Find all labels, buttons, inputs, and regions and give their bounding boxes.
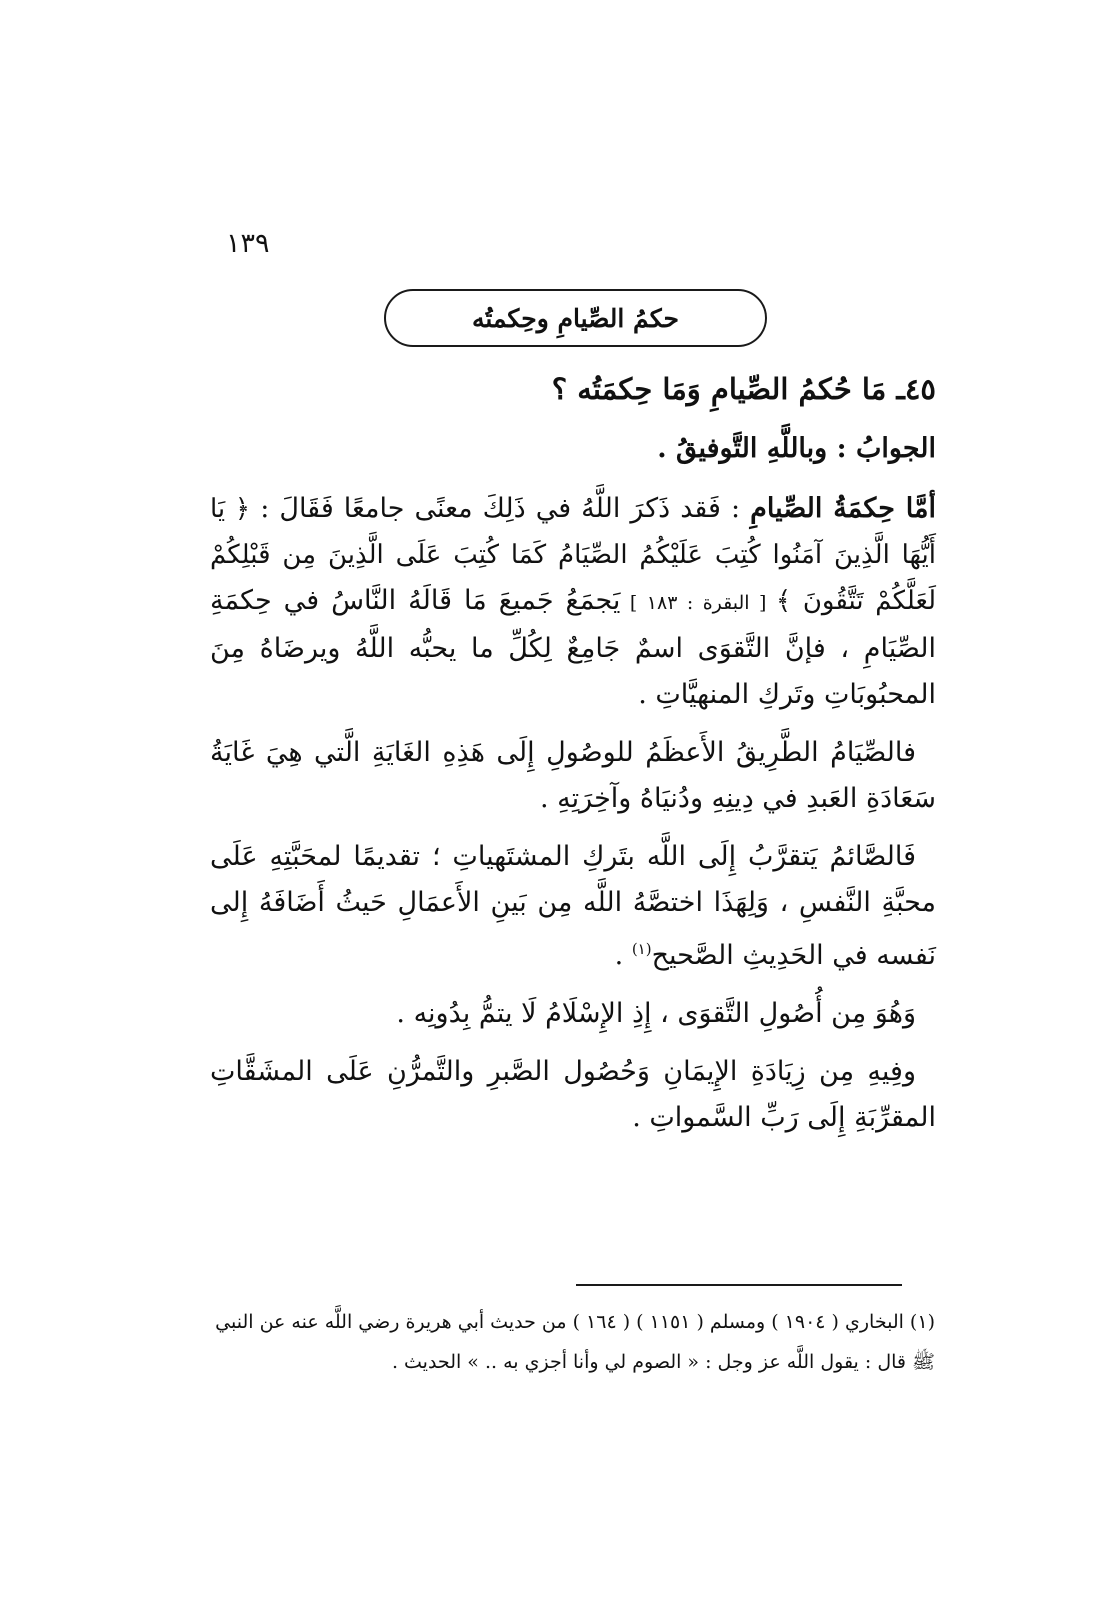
chapter-title: حكمُ الصِّيامِ وحِكمتُه xyxy=(472,303,679,333)
page-number: ١٣٩ xyxy=(226,228,270,259)
question-heading: ٤٥ـ مَا حُكمُ الصِّيامِ وَمَا حِكمَتُه ؟ xyxy=(551,372,936,406)
paragraph-text: : فَقد ذَكرَ اللَّهُ في ذَلِكَ معنًى جامعًا فَقَالَ : xyxy=(250,493,751,524)
paragraph-end: . xyxy=(614,940,632,971)
chapter-heading-frame xyxy=(384,289,767,347)
paragraph-wisdom xyxy=(210,486,936,718)
footnote-line: ﷺ قال : يقول اللَّه عز وجل : « الصوم لي وأنا أجزي به .. » الحديث . xyxy=(391,1351,935,1373)
paragraph-taqwa: وَهُوَ مِن أُصُولِ التَّقوَى ، إِذِ الإِسْلَامُ لَا يتمُّ بِدُونِه . xyxy=(396,998,916,1029)
main-text xyxy=(210,360,936,1153)
paragraph-text: يَجمَعُ جَميعَ مَا قَالَهُ النَّاسُ في حِكمَةِ الصِّيَامِ ، فإنَّ التَّقوَى اسمٌ جَامِعٌ لِكُلِّ ما يحبُّه اللَّهُ ويرضَاهُ مِنَ المحبُوبَاتِ وتَركِ المنهيَّاتِ . xyxy=(210,585,936,710)
footnotes xyxy=(200,1302,935,1382)
quran-verse: ﴿ يَا أَيُّهَا الَّذِينَ آمَنُوا كُتِبَ عَلَيْكُمُ الصِّيَامُ كَمَا كُتِبَ عَلَى الَّذِينَ مِن قَبْلِكُمْ لَعَلَّكُمْ تَتَّقُونَ ﴾ xyxy=(210,494,937,616)
paragraph-fasting-person xyxy=(210,834,936,979)
paragraph-path: فالصِّيَامُ الطَّرِيقُ الأَعظَمُ للوصُولِ إِلَى هَذِهِ الغَايَةِ الَّتي هِيَ غَايَةُ سَعَادَةِ العَبدِ في دِينِهِ ودُنيَاهُ وآخِرَتِهِ . xyxy=(210,737,936,814)
answer-intro: الجوابُ : وباللَّهِ التَّوفيقُ . xyxy=(657,433,936,464)
verse-reference: [ البقرة : ١٨٣ ] xyxy=(620,592,776,614)
footnote-line: (١) البخاري ( ١٩٠٤ ) ومسلم ( ١١٥١ ) ( ١٦٤ ) من حديث أبي هريرة رضي اللَّه عنه عن النبي xyxy=(215,1311,935,1333)
footnote-marker[interactable]: (١) xyxy=(631,940,652,958)
paragraph-lead: أمَّا حِكمَةُ الصِّيامِ xyxy=(750,493,936,524)
paragraph-benefits: وفِيهِ مِن زِيَادَةِ الإِيمَانِ وَحُصُول الصَّبرِ والتَّمرُّنِ عَلَى المشَقَّاتِ المقرِّبَةِ إِلَى رَبِّ السَّمواتِ . xyxy=(210,1056,936,1133)
paragraph-text: فَالصَّائمُ يَتقرَّبُ إِلَى اللَّه بتَركِ المشتَهياتِ ؛ تقديمًا لمحَبَّتِهِ عَلَى محبَّةِ النَّفسِ ، وَلِهَذَا اختصَّهُ اللَّه مِن بَينِ الأَعمَالِ حَيثُ أَضَافَهُ إِلى نَفسه في الحَدِيثِ الصَّحيح xyxy=(210,841,936,971)
footnote-divider xyxy=(576,1284,902,1286)
